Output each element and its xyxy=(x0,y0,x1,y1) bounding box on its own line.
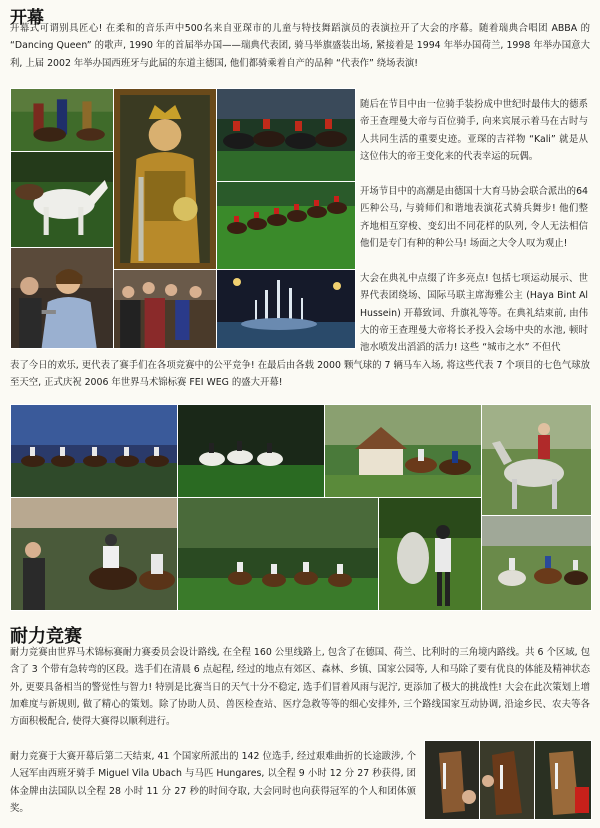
stallion-show-paragraph: 开场节目中的高潮是由德国十大育马协会联合派出的64匹种公马, 与骑师们和谐地表演花式骑兵舞步! 他们整齐地相互穿梭、变幻出不同花样的队列, 令人无法相信他们是专门有种的种公马! 场面之大令人叹为观止! xyxy=(360,186,588,249)
endurance-result-paragraph: 耐力竞赛于大赛开幕后第二天结束, 41 个国家所派出的 142 位选手, 经过艰难曲折的长途跋涉, 个人冠军由西班牙骑手 Miguel Vila Ubach 与马匹 Hungares, 以全程 9 小时 12 分 27 秒获得, 团体金牌由法国队以全程 28 小时 11 分 27 秒的时间夺取, 大会同时也向获得冠军的个人和团体颁奖。 xyxy=(10,751,416,814)
photo-horse-line xyxy=(216,181,356,270)
photo-ceremony-crowd xyxy=(113,269,217,349)
photo-finish-line-riders xyxy=(481,515,592,611)
photo-riders-with-numbers xyxy=(10,497,178,611)
photo-princess-haya-speech xyxy=(10,247,114,349)
photo-fountain-night xyxy=(216,269,356,349)
ceremony-continued-paragraph: 表了今日的欢乐, 更代表了赛手们在各项竞赛中的公平竞争! 在最后由各载 2000 颗气球的 7 辆马车入场, 将这些代表 7 个项目的七色气球放至天空, 正式庆祝 2006 年世界马术锦标赛 FEI WEG 的盛大开幕! xyxy=(10,360,590,389)
photo-horse-vet-check-3 xyxy=(534,740,592,820)
emperor-paragraph: 随后在节目中由一位骑手装扮成中世纪时最伟大的德系帝王查理曼大帝与百位骑手, 向来宾展示着马在古时与人共同生活的重要史迹。亚琛的吉祥物 “Kali” 就是从这位伟大的帝王变化来的代表幸运的玩偶。 xyxy=(360,99,588,162)
section-heading-endurance: 耐力竞赛 xyxy=(10,626,82,647)
photo-charlemagne-painting xyxy=(113,88,217,270)
ceremony-paragraph: 大会在典礼中点缀了许多亮点! 包括七项运动展示、世界代表团绕场、国际马联主席海雅公主 (Haya Bint Al Hussein) 开幕致词、升旗礼等等。在典礼结束前, 由伟大的帝王查理曼大帝将长矛投入会场中央的水池, 顿时池水喷发出滔滔的活力! 这些 “城市之水” 不但代 xyxy=(360,273,588,354)
photo-rider-leading-horse xyxy=(378,497,482,611)
photo-rider-grey-horse xyxy=(481,404,592,516)
section-heading-opening: 开幕 xyxy=(10,8,44,28)
photo-riders-in-red xyxy=(216,88,356,182)
photo-white-horses xyxy=(10,151,114,248)
opening-intro-paragraph: 开幕式可谓别具匠心! 在柔和的音乐声中500名来自亚琛市的儿童与特技舞蹈演员的表演拉开了大会的序幕。随着瑞典合唱团 ABBA 的 “Dancing Queen” 的歌声, 1990 年的首届举办国——瑞典代表团, 骑马举旗盛装出场, 紧接着是 1994 年举办国荷兰, 1998 年举办国意大利, 上届 2002 年举办国西班牙与此届的东道主德国, 他们都骑乘着自产的品种 “代表作” 绕场表演! xyxy=(10,23,590,69)
photo-horse-vet-check-1 xyxy=(424,740,480,820)
photo-white-horses-arena xyxy=(177,404,325,498)
endurance-route-paragraph: 耐力竞赛由世界马术锦标赛耐力赛委员会设计路线, 在全程 160 公里线路上, 包含了在德国、荷兰、比利时的三角境内路线。共 6 个区域, 包含了 3 个带有急转弯的区段。选手们在清晨 6 点起程, 经过的地点有郊区、森林、乡镇、国家公园等, 人和马除了要有优良的体能及精神状态外, 更要具备相当的警觉性与智力! 特别是比赛当日的天气十分不稳定, 选手们冒着风雨与泥泞, 更添加了极大的挑战性! 大会在此次策划上增加难度与新规则, 做了精心的策划。除了协助人员、兽医检查站、医疗急救等等的细心安排外, 三个路线国家互动协调, 沿途乡民、农夫等各方面积极配合, 使得大赛得以顺利进行。 xyxy=(10,647,590,728)
photo-horse-vet-check-2 xyxy=(479,740,535,820)
photo-riders-at-dusk xyxy=(10,404,178,498)
photo-riders-in-costume xyxy=(10,88,114,152)
photo-endurance-riders-village xyxy=(324,404,482,498)
photo-forest-trail-riders xyxy=(177,497,379,611)
